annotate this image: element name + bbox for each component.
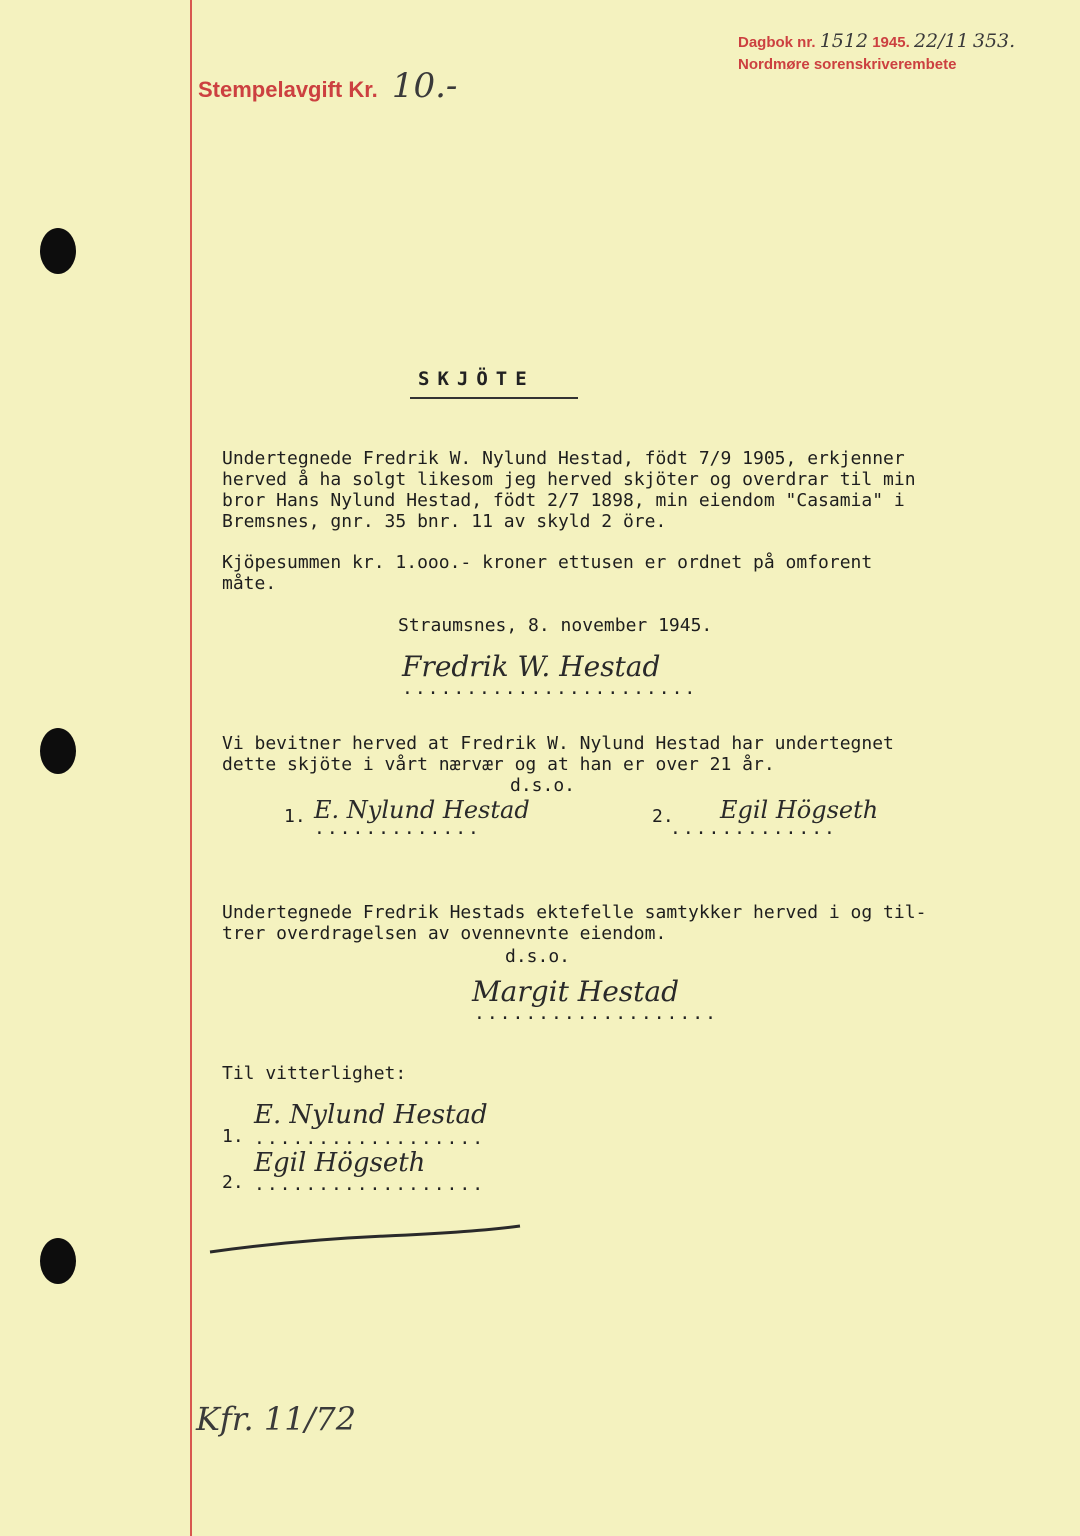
dso-witness: d.s.o. <box>510 775 576 796</box>
spouse-signature: Margit Hestad <box>472 975 680 1008</box>
price-line-2: måte. <box>222 573 277 594</box>
place-date: Straumsnes, 8. november 1945. <box>398 615 713 636</box>
closing-flourish <box>206 1222 526 1262</box>
dso-spouse: d.s.o. <box>505 946 571 967</box>
attest-1-number: 1. <box>222 1126 244 1147</box>
witness-1-line: ............. <box>314 818 481 839</box>
witness-2-line: ............. <box>670 818 837 839</box>
stamp-duty-amount: 10.- <box>391 66 458 106</box>
spouse-signature-line: ................... <box>474 1003 718 1024</box>
witness-line-2: dette skjöte i vårt nærvær og at han er over 21 år. <box>222 754 775 775</box>
seller-signature: Fredrik W. Hestad <box>402 650 661 683</box>
bottom-note: Kfr. 11/72 <box>196 1400 357 1438</box>
title-underline <box>410 397 578 399</box>
attest-2-number: 2. <box>222 1172 244 1193</box>
journal-number: 1512 <box>819 30 869 52</box>
witness-2-signature: Egil Högseth <box>720 796 879 824</box>
attest-2-signature: Egil Högseth <box>254 1148 426 1178</box>
attest-1-signature: E. Nylund Hestad <box>254 1100 488 1130</box>
document-title: SKJÖTE <box>418 368 535 390</box>
spouse-line-2: trer overdragelsen av ovennevnte eiendom. <box>222 923 667 944</box>
page-number: 353. <box>972 30 1016 52</box>
witness-1-signature: E. Nylund Hestad <box>314 796 530 824</box>
attest-label: Til vitterlighet: <box>222 1063 407 1084</box>
stamp-duty <box>198 66 457 106</box>
seller-signature-line: ....................... <box>402 678 698 699</box>
punch-hole-middle <box>40 728 76 774</box>
registry-stamp <box>738 30 1015 76</box>
price-line-1: Kjöpesummen kr. 1.ooo.- kroner ettusen er ordnet på omforent <box>222 552 873 573</box>
witness-1-number: 1. <box>284 806 306 827</box>
margin-line <box>190 0 192 1536</box>
journal-date: 22/11 <box>913 30 969 52</box>
stamp-duty-label: Stempelavgift Kr. <box>198 77 378 102</box>
deed-line-3: bror Hans Nylund Hestad, födt 2/7 1898, min eiendom "Casamia" i <box>222 490 905 511</box>
journal-label: Dagbok nr. <box>738 34 816 51</box>
witness-line-1: Vi bevitner herved at Fredrik W. Nylund Hestad har undertegnet <box>222 733 894 754</box>
attest-1-line: .................. <box>254 1128 486 1149</box>
spouse-line-1: Undertegnede Fredrik Hestads ektefelle samtykker herved i og til- <box>222 902 927 923</box>
deed-line-4: Bremsnes, gnr. 35 bnr. 11 av skyld 2 öre. <box>222 511 667 532</box>
witness-2-number: 2. <box>652 806 674 827</box>
deed-line-1: Undertegnede Fredrik W. Nylund Hestad, födt 7/9 1905, erkjenner <box>222 448 905 469</box>
punch-hole-top <box>40 228 76 274</box>
deed-line-2: herved å ha solgt likesom jeg herved skjöter og overdrar til min <box>222 469 916 490</box>
journal-year: 1945. <box>872 34 910 51</box>
punch-hole-bottom <box>40 1238 76 1284</box>
office-name: Nordmøre sorenskriverembete <box>738 56 957 73</box>
attest-2-line: .................. <box>254 1174 486 1195</box>
